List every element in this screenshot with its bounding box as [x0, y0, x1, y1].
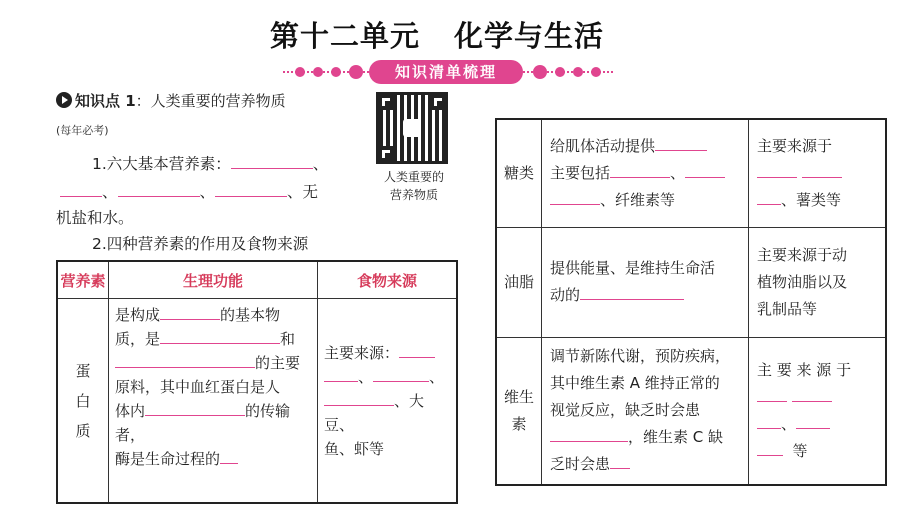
- answer-blank[interactable]: [115, 353, 255, 368]
- nutrient-table-others: [495, 118, 887, 486]
- answer-blank[interactable]: [796, 414, 830, 429]
- answer-blank[interactable]: [610, 163, 670, 178]
- sugar-function-cell: 给肌体活动提供 主要包括 、 、纤维素等: [542, 119, 749, 227]
- answer-blank[interactable]: [550, 427, 628, 442]
- answer-blank[interactable]: [550, 190, 600, 205]
- unit-title: 第十二单元 化学与生活: [270, 19, 605, 53]
- nutrients-list-line3: 机盐和水。: [56, 209, 134, 227]
- nutrients-list-line2: 、 、 、无: [60, 180, 318, 202]
- section-2-heading: 2.四种营养素的作用及食物来源: [92, 235, 309, 253]
- answer-blank[interactable]: [757, 163, 797, 178]
- col-header-food: 食物来源: [318, 261, 458, 299]
- answer-blank[interactable]: [580, 285, 684, 300]
- vitamin-source-cell: 主 要 来 源 于 、 等: [749, 337, 887, 485]
- answer-blank[interactable]: [160, 305, 220, 320]
- nutrient-name-protein: 蛋 白 质: [57, 299, 109, 504]
- answer-blank[interactable]: [685, 163, 725, 178]
- answer-blank[interactable]: [610, 454, 630, 469]
- vitamin-function-cell: 调节新陈代谢，预防疾病， 其中维生素 A 维持正常的 视觉反应，缺乏时会患 ，维生素 C 缺 乏时会患: [542, 337, 749, 485]
- answer-blank[interactable]: [792, 387, 832, 402]
- answer-blank[interactable]: [757, 387, 787, 402]
- answer-blank[interactable]: [145, 401, 245, 416]
- qr-code-icon[interactable]: [376, 92, 448, 164]
- col-header-function: 生理功能: [109, 261, 318, 299]
- answer-blank[interactable]: [757, 190, 781, 205]
- answer-blank[interactable]: [231, 154, 313, 169]
- answer-blank[interactable]: [118, 182, 200, 197]
- ribbon-label: 知识清单梳理: [369, 60, 523, 84]
- answer-blank[interactable]: [757, 441, 783, 456]
- col-header-nutrient: 营养素: [57, 261, 109, 299]
- sugar-source-cell: 主要来源于 、薯类等: [749, 119, 887, 227]
- fat-function-cell: 提供能量、是维持生命活 动的: [542, 227, 749, 337]
- protein-function-cell: 是构成 的基本物 质，是 和 的主要 原料，其中血红蛋白是人 体内 的传输者， 酶是生命过程的: [109, 299, 318, 504]
- answer-blank[interactable]: [160, 329, 280, 344]
- answer-blank[interactable]: [324, 367, 358, 382]
- answer-blank[interactable]: [399, 343, 435, 358]
- nutrient-name-vitamin: 维生素: [496, 337, 542, 485]
- protein-food-cell: 主要来源： 、 、 、大豆、 鱼、虾等: [318, 299, 458, 504]
- knowledge-point-heading: 知识点 1：人类重要的营养物质: [56, 90, 286, 111]
- fat-source-cell: 主要来源于动 植物油脂以及 乳制品等: [749, 227, 887, 337]
- answer-blank[interactable]: [215, 182, 287, 197]
- answer-blank[interactable]: [324, 391, 394, 406]
- nutrient-name-fat: 油脂: [496, 227, 542, 337]
- nutrient-table-protein: [56, 260, 458, 504]
- exam-frequency-note: (每年必考): [56, 124, 109, 137]
- answer-blank[interactable]: [757, 414, 781, 429]
- answer-blank[interactable]: [220, 449, 238, 464]
- answer-blank[interactable]: [373, 367, 429, 382]
- nutrients-list-line1: 1.六大基本营养素： 、: [92, 155, 329, 173]
- answer-blank[interactable]: [802, 163, 842, 178]
- answer-blank[interactable]: [60, 182, 102, 197]
- section-ribbon: [283, 60, 613, 84]
- qr-caption: 人类重要的 营养物质: [383, 170, 444, 202]
- play-arrow-icon: [56, 92, 72, 108]
- answer-blank[interactable]: [655, 136, 707, 151]
- nutrient-name-sugar: 糖类: [496, 119, 542, 227]
